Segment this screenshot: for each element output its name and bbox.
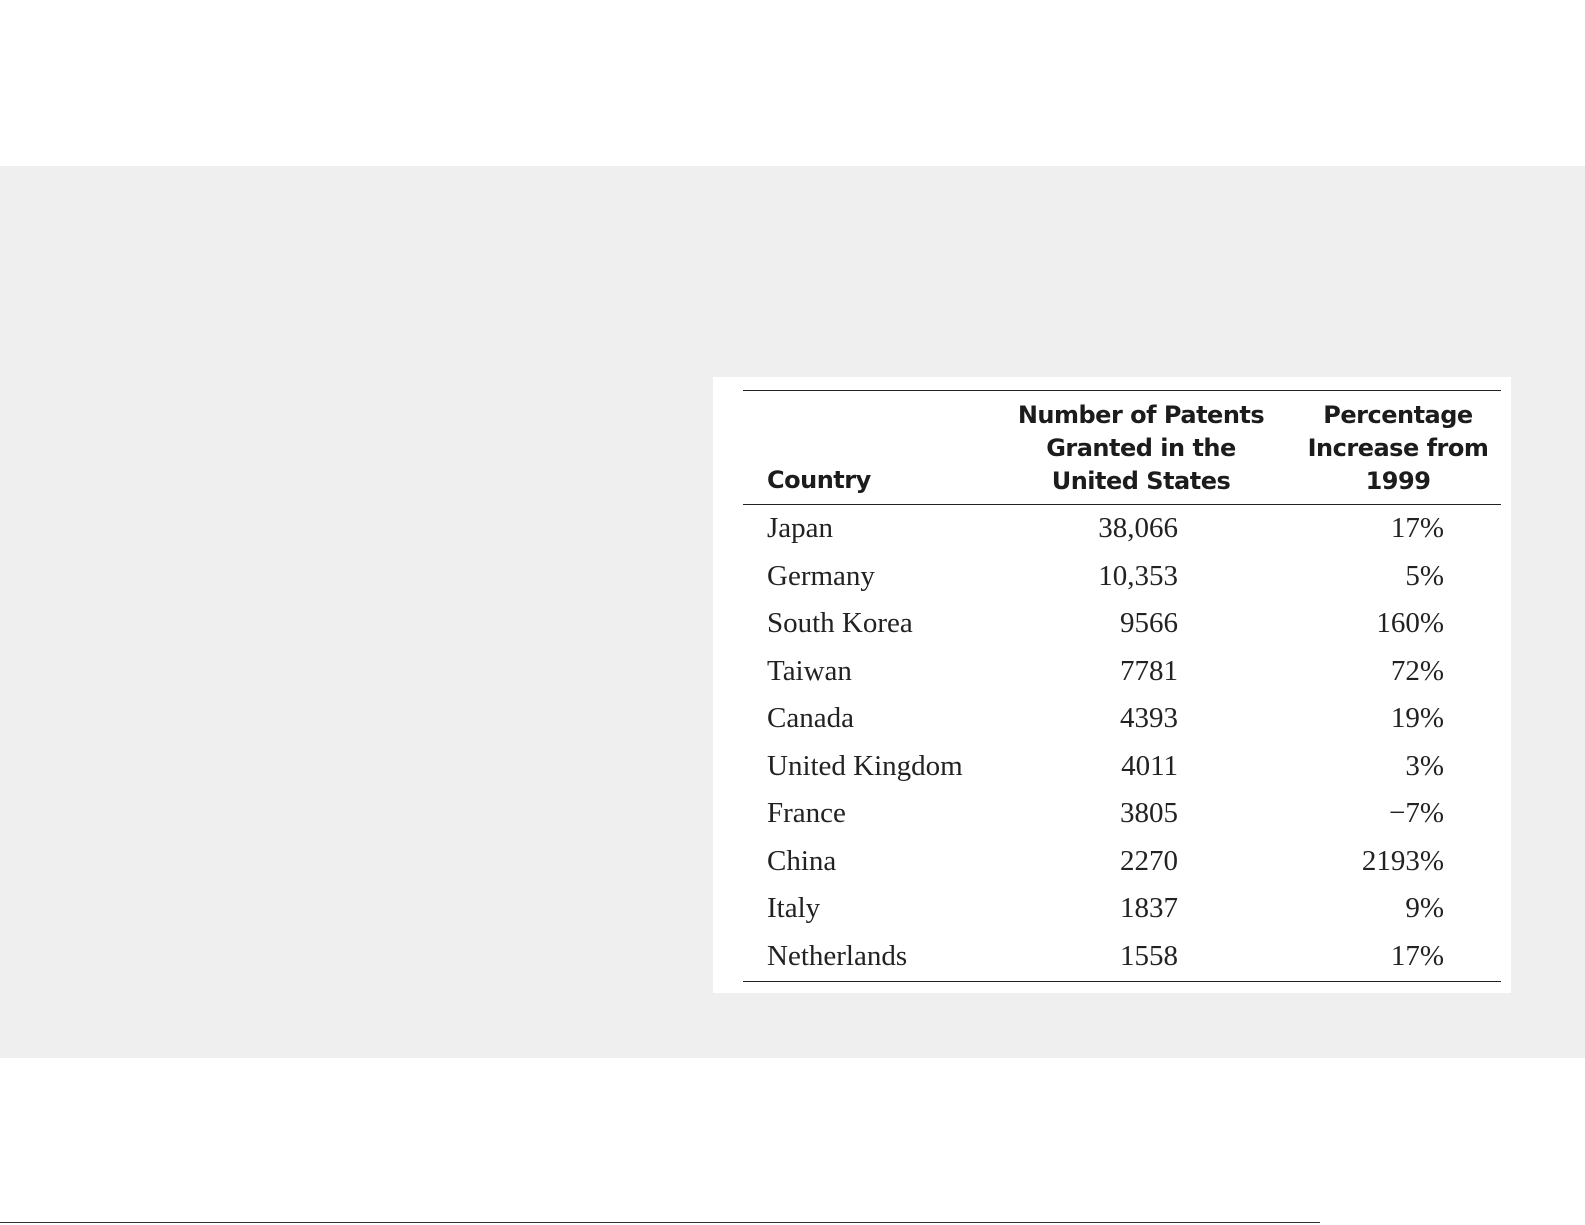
cell-country: Taiwan (767, 654, 852, 687)
header-patents-line-1: Number of Patents (1017, 401, 1265, 429)
cell-percent: 9% (1405, 892, 1444, 924)
header-patents (1003, 399, 1279, 498)
cell-patents: 3805 (1120, 797, 1178, 829)
cell-country: United Kingdom (767, 749, 963, 782)
cell-patents: 38,066 (1098, 512, 1178, 544)
cell-country: Canada (767, 702, 854, 734)
cell-country: Netherlands (767, 939, 908, 972)
table-bottom-rule (743, 981, 1501, 982)
cell-patents: 2270 (1120, 844, 1178, 877)
cell-patents: 9566 (1120, 607, 1178, 639)
table-row (713, 556, 1511, 604)
cell-patents: 1558 (1120, 939, 1178, 972)
table-row (713, 603, 1511, 651)
patents-table (713, 377, 1511, 993)
table-body (713, 508, 1511, 983)
header-patents-line-3: United States (1051, 467, 1231, 495)
cell-patents: 1837 (1120, 892, 1178, 924)
cell-percent: 72% (1390, 654, 1444, 687)
header-percent (1298, 399, 1498, 498)
cell-percent: 17% (1390, 939, 1444, 972)
cell-patents: 4393 (1120, 702, 1178, 734)
header-percent-line-2: Increase from (1307, 434, 1489, 462)
table-row (713, 746, 1511, 794)
table-row (713, 651, 1511, 699)
cell-patents: 10,353 (1098, 559, 1178, 592)
table-row (713, 698, 1511, 746)
cell-patents: 7781 (1120, 654, 1178, 687)
cell-country: South Korea (767, 607, 913, 639)
header-patents-line-2: Granted in the (1046, 434, 1236, 462)
cell-percent: 5% (1405, 559, 1444, 592)
header-country (767, 464, 871, 497)
table-row (713, 888, 1511, 936)
table-row (713, 793, 1511, 841)
cell-patents: 4011 (1121, 749, 1178, 782)
cell-country: China (767, 844, 837, 877)
table-row (713, 841, 1511, 889)
header-percent-line-3: 1999 (1365, 467, 1431, 495)
cell-percent: −7% (1388, 797, 1444, 829)
cell-percent: 160% (1376, 607, 1444, 639)
cell-country: France (767, 797, 846, 829)
page-bottom-rule (0, 1222, 1320, 1223)
header-country-label: Country (767, 466, 871, 494)
table-row (713, 508, 1511, 556)
cell-country: Japan (767, 512, 834, 544)
cell-country: Germany (767, 559, 875, 592)
header-percent-line-1: Percentage (1323, 401, 1473, 429)
table-row (713, 936, 1511, 984)
cell-country: Italy (767, 892, 821, 924)
cell-percent: 3% (1405, 749, 1444, 782)
table-header-rule (743, 504, 1501, 505)
cell-percent: 2193% (1361, 844, 1444, 877)
table-top-rule (743, 390, 1501, 391)
cell-percent: 17% (1390, 512, 1444, 544)
cell-percent: 19% (1390, 702, 1444, 734)
